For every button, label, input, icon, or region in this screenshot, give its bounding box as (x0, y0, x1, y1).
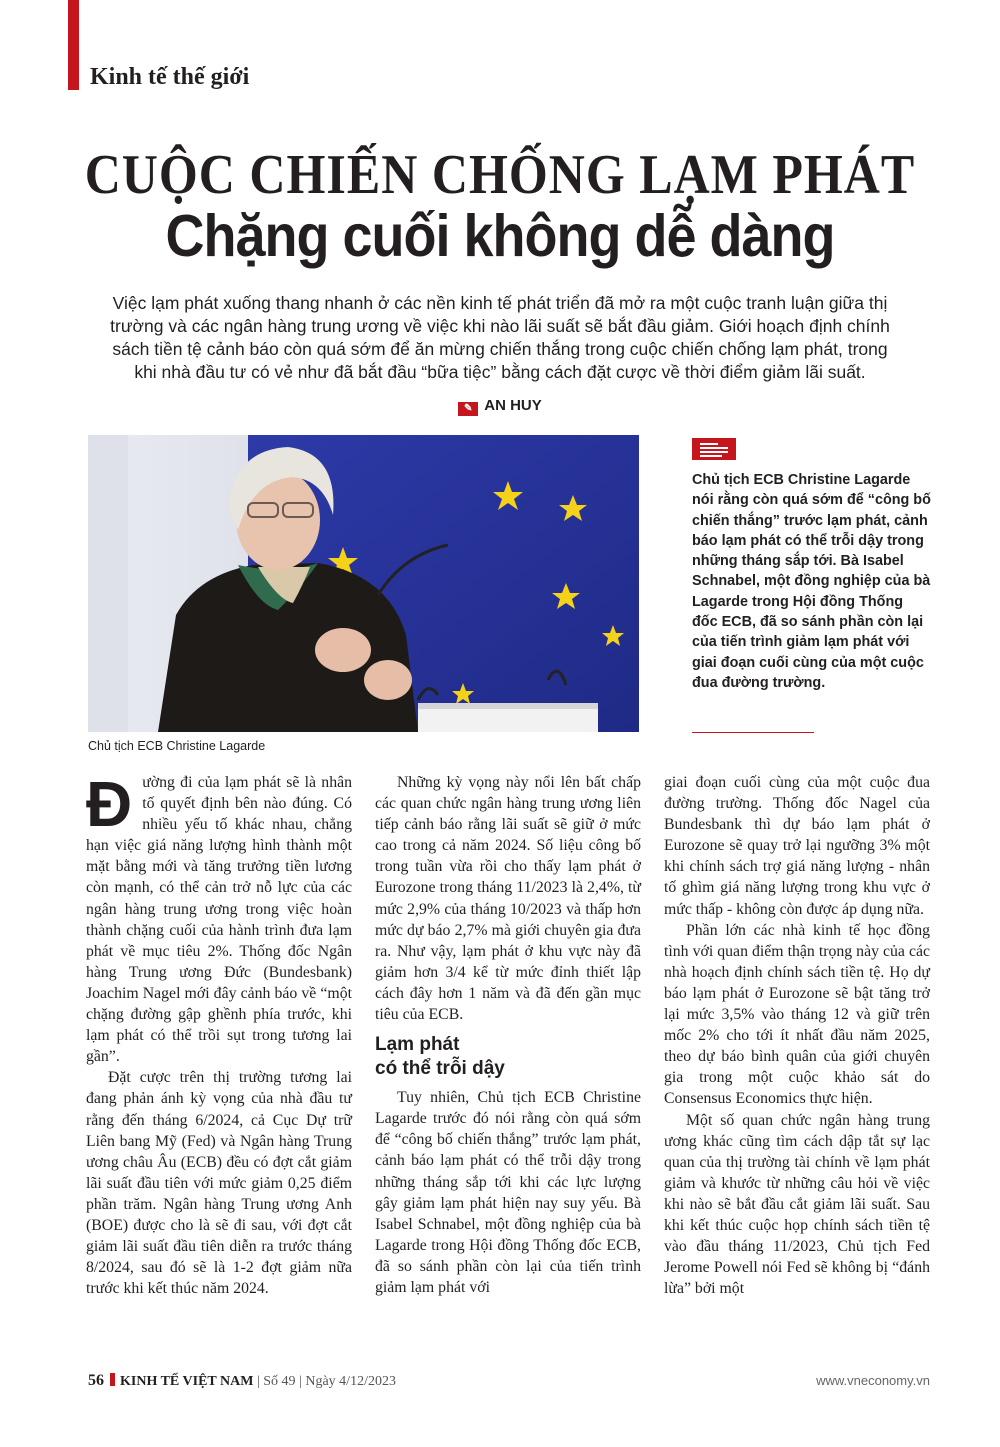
headline-line1: CUỘC CHIẾN CHỐNG LẠM PHÁT (84, 142, 916, 206)
footer-separator: | (299, 1374, 302, 1389)
page-number: 56 (88, 1372, 104, 1389)
subheading-line1: Lạm phát (375, 1034, 460, 1056)
page-footer (88, 1372, 396, 1390)
paragraph-text: ường đi của lạm phát sẽ là nhân tố quyết định bên nào đúng. Có nhiều yếu tố khác nhau, chẳng hạn việc giá năng lượng hình thành một mặt bằng mới và tăng trưởng tiền lương còn mạnh, có thể cản trở nỗ lực của các ngân hàng trung ương trong việc hoàn thành chặng cuối của hành trình đưa lạm phát về mục tiêu 2%. Thống đốc Ngân hàng Trung ương Đức (Bundesbank) Joachim Nagel mới đây cảnh báo về “một chặng đường gập ghềnh phía trước, khi lạm phát có thể trồi sụt trong tương lai gần”. (86, 774, 352, 1066)
article-column-1 (86, 768, 352, 1299)
headline-line2: Chặng cuối không dễ dàng (165, 203, 835, 269)
section-label: Kinh tế thế giới (90, 64, 250, 90)
footer-mark (110, 1373, 115, 1386)
photo-illustration (88, 435, 639, 732)
footer-separator: | (256, 1374, 260, 1389)
byline (0, 397, 1000, 416)
photo-caption: Chủ tịch ECB Christine Lagarde (88, 739, 266, 753)
pen-icon: ✎ (458, 402, 478, 416)
article-column-3 (664, 772, 930, 1299)
magazine-name: KINH TẾ VIỆT NAM (120, 1374, 254, 1389)
issue-number: Số 49 (263, 1374, 296, 1389)
article-paragraph: Một số quan chức ngân hàng trung ương khác cũng tìm cách dập tắt sự lạc quan của thị trường tài chính về lạm phát giảm và khước từ những câu hỏi về việc khi nào sẽ bắt đầu cắt giảm lãi suất. Sau khi kết thúc cuộc họp chính sách tiền tệ vào đầu tháng 11/2023, Chủ tịch Fed Jerome Powell nói Fed sẽ không bị “đánh lừa” bởi một (664, 1111, 930, 1298)
pull-quote-rule (692, 732, 814, 733)
article-paragraph: giai đoạn cuối cùng của một cuộc đua đường trường. Thống đốc Nagel của Bundesbank thì dự báo lạm phát ở Eurozone sẽ quay trở lại ngưỡng 3% một khi chính sách trợ giá năng lượng - nhân tố ghìm giá năng lượng trong khu vực ở mức thấp - không còn được áp dụng nữa. (664, 774, 930, 918)
article-paragraph (86, 768, 352, 1067)
footer-url: www.vneconomy.vn (816, 1373, 930, 1388)
article-paragraph: Đặt cược trên thị trường tương lai đang phản ánh kỳ vọng của nhà đầu tư rằng đến tháng 6/2024, cả Cục Dự trữ Liên bang Mỹ (Fed) và Ngân hàng Trung ương châu Âu (ECB) đều có đợt cắt giảm lãi suất đầu tiên với mức giảm 0,25 điểm phần trăm. Ngân hàng Trung ương Anh (BOE) được cho là sẽ đi sau, với đợt cắt giảm lãi suất đầu tiên diễn ra trước tháng 8/2024, sau đó sẽ là 1-2 đợt giảm nữa trước khi kết thúc năm 2024. (86, 1069, 352, 1298)
subheading-line2: có thể trỗi dậy (375, 1058, 505, 1080)
pull-quote: Chủ tịch ECB Christine Lagarde nói rằng còn quá sớm để “công bố chiến thắng” trước lạm phát, cảnh báo lạm phát có thể trỗi dậy trong những tháng sắp tới. Bà Isabel Schnabel, một đồng nghiệp của bà Lagarde trong Hội đồng Thống đốc ECB, đã so sánh phần còn lại của tiến trình giảm lạm phát với giai đoạn cuối cùng của một cuộc đua đường trường. (692, 472, 931, 691)
article-photo (88, 435, 639, 732)
lead-paragraph: Việc lạm phát xuống thang nhanh ở các nền kinh tế phát triển đã mở ra một cuộc tranh luận giữa thị trường và các ngân hàng trung ương về việc khi nào lãi suất sẽ bắt đầu giảm. Giới hoạch định chính sách tiền tệ cảnh báo còn quá sớm để ăn mừng chiến thắng trong cuộc chiến chống lạm phát, trong khi nhà đầu tư có vẻ như đã bắt đầu “bữa tiệc” bằng cách đặt cược về thời điểm giảm lãi suất. (110, 293, 890, 382)
subheading (375, 1033, 641, 1081)
section-color-bar (68, 0, 79, 90)
document-lines-icon (692, 438, 736, 460)
drop-cap: Đ (86, 768, 133, 840)
article-paragraph: Phần lớn các nhà kinh tế học đồng tình với quan điểm thận trọng này của các nhà hoạch định chính sách tiền tệ. Họ dự báo lạm phát ở Eurozone sẽ bật tăng trở lại mức 3,5% vào tháng 12 và giữ trên mốc 2% cho tới ít nhất đầu năm 2025, theo dự báo bình quân của giới chuyên gia trong một cuộc khảo sát do Consensus Economics thực hiện. (664, 921, 930, 1108)
author-name: AN HUY (484, 397, 542, 414)
article-column-2 (375, 772, 641, 1298)
issue-date: Ngày 4/12/2023 (305, 1374, 396, 1389)
article-paragraph: Những kỳ vọng này nổi lên bất chấp các quan chức ngân hàng trung ương liên tiếp cảnh báo rằng lãi suất sẽ giữ ở mức cao trong cả năm 2024. Số liệu công bố trong tuần vừa rồi cho thấy lạm phát ở Eurozone trong tháng 11/2023 là 2,4%, từ mức 2,9% của tháng 10/2023 và thấp hơn mức dự báo 2,7% mà giới chuyên gia đưa ra. Như vậy, lạm phát ở khu vực này đã giảm hơn 3/4 kể từ mức đỉnh thiết lập cách đây hơn 1 năm và đã đến gần mục tiêu của ECB. (375, 774, 641, 1024)
article-paragraph: Tuy nhiên, Chủ tịch ECB Christine Lagarde trước đó nói rằng còn quá sớm để “công bố chiến thắng” trước lạm phát, cảnh báo lạm phát có thể trỗi dậy trong những tháng sắp tới khi các lực lượng gây giảm lạm phát hiện nay suy yếu. Bà Isabel Schnabel, một đồng nghiệp của bà Lagarde trong Hội đồng Thống đốc ECB, đã so sánh phần còn lại của tiến trình giảm lạm phát với (375, 1089, 641, 1296)
